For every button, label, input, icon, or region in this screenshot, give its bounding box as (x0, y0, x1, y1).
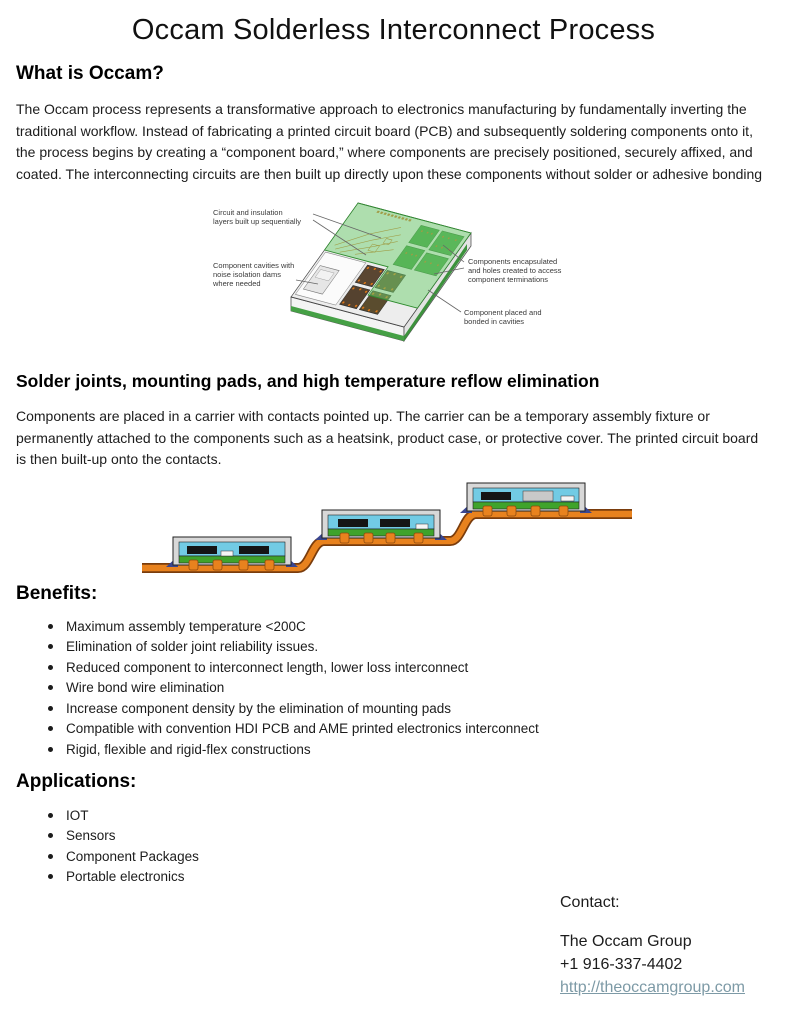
list-item: Increase component density by the elimination of mounting pads (48, 702, 787, 716)
list-item: Rigid, flexible and rigid-flex constructions (48, 743, 787, 757)
heading-benefits: Benefits: (16, 582, 98, 604)
contact-name: The Occam Group (560, 933, 692, 950)
contact-block (560, 894, 787, 999)
carrier-module-1 (166, 537, 298, 570)
carrier-cross-section-figure (140, 471, 650, 579)
list-item: Wire bond wire elimination (48, 681, 787, 695)
contact-heading: Contact: (560, 894, 620, 911)
component-board-diagram (206, 200, 581, 355)
bullet-icon (48, 854, 53, 859)
list-item: Component Packages (48, 850, 787, 864)
paragraph-solder-elimination: Components are placed in a carrier with contacts pointed up. The carrier can be a temporary assembly fixture or permanently attached to the components such as a heatsink, product case, or protective cover. The printed circuit board is then built-up onto the contacts. (16, 408, 759, 467)
diagram-label-encapsulated: Components encapsulated and holes created to access component terminations (468, 257, 562, 284)
bullet-icon (48, 665, 53, 670)
carrier-module-3 (460, 483, 592, 516)
list-item: Elimination of solder joint reliability issues. (48, 640, 787, 654)
bullet-icon (48, 813, 53, 818)
component-board-figure (206, 200, 581, 355)
bullet-icon (48, 624, 53, 629)
applications-list (0, 809, 787, 885)
list-item: Sensors (48, 829, 787, 843)
list-item: Portable electronics (48, 870, 787, 884)
heading-what-is-occam: What is Occam? (16, 63, 164, 84)
list-item: Reduced component to interconnect length, lower loss interconnect (48, 661, 787, 675)
contact-phone: +1 916-337-4402 (560, 956, 683, 973)
bullet-icon (48, 706, 53, 711)
list-item: Compatible with convention HDI PCB and AME printed electronics interconnect (48, 722, 787, 736)
page-title: Occam Solderless Interconnect Process (131, 14, 656, 46)
bullet-icon (48, 685, 53, 690)
carrier-module-2 (315, 510, 447, 543)
contact-url-link[interactable]: http://theoccamgroup.com (560, 979, 745, 996)
heading-applications: Applications: (16, 770, 137, 792)
carrier-cross-section-diagram (140, 471, 650, 579)
bullet-icon (48, 747, 53, 752)
diagram-label-circuit-layers: Circuit and insulation layers built up sequentially (213, 208, 301, 226)
diagram-label-cavities: Component cavities with noise isolation dams where needed (213, 261, 295, 288)
bullet-icon (48, 833, 53, 838)
paragraph-what-is-occam: The Occam process represents a transformative approach to electronics manufacturing by fundamentally inverting the traditional workflow. Instead of fabricating a printed circuit board (PCB) and subsequently soldering components onto it, the process begins by creating a “component board,” where components are precisely positioned, securely affixed, and coated. The interconnecting circuits are then built up directly upon these components without solder or adhesive bonding (16, 101, 763, 182)
heading-solder-elimination: Solder joints, mounting pads, and high temperature reflow elimination (16, 371, 600, 391)
bullet-icon (48, 726, 53, 731)
bullet-icon (48, 874, 53, 879)
list-item: IOT (48, 809, 787, 823)
benefits-list (0, 620, 787, 757)
list-item: Maximum assembly temperature <200C (48, 620, 787, 634)
diagram-label-placed: Component placed and bonded in cavities (464, 308, 542, 326)
bullet-icon (48, 644, 53, 649)
